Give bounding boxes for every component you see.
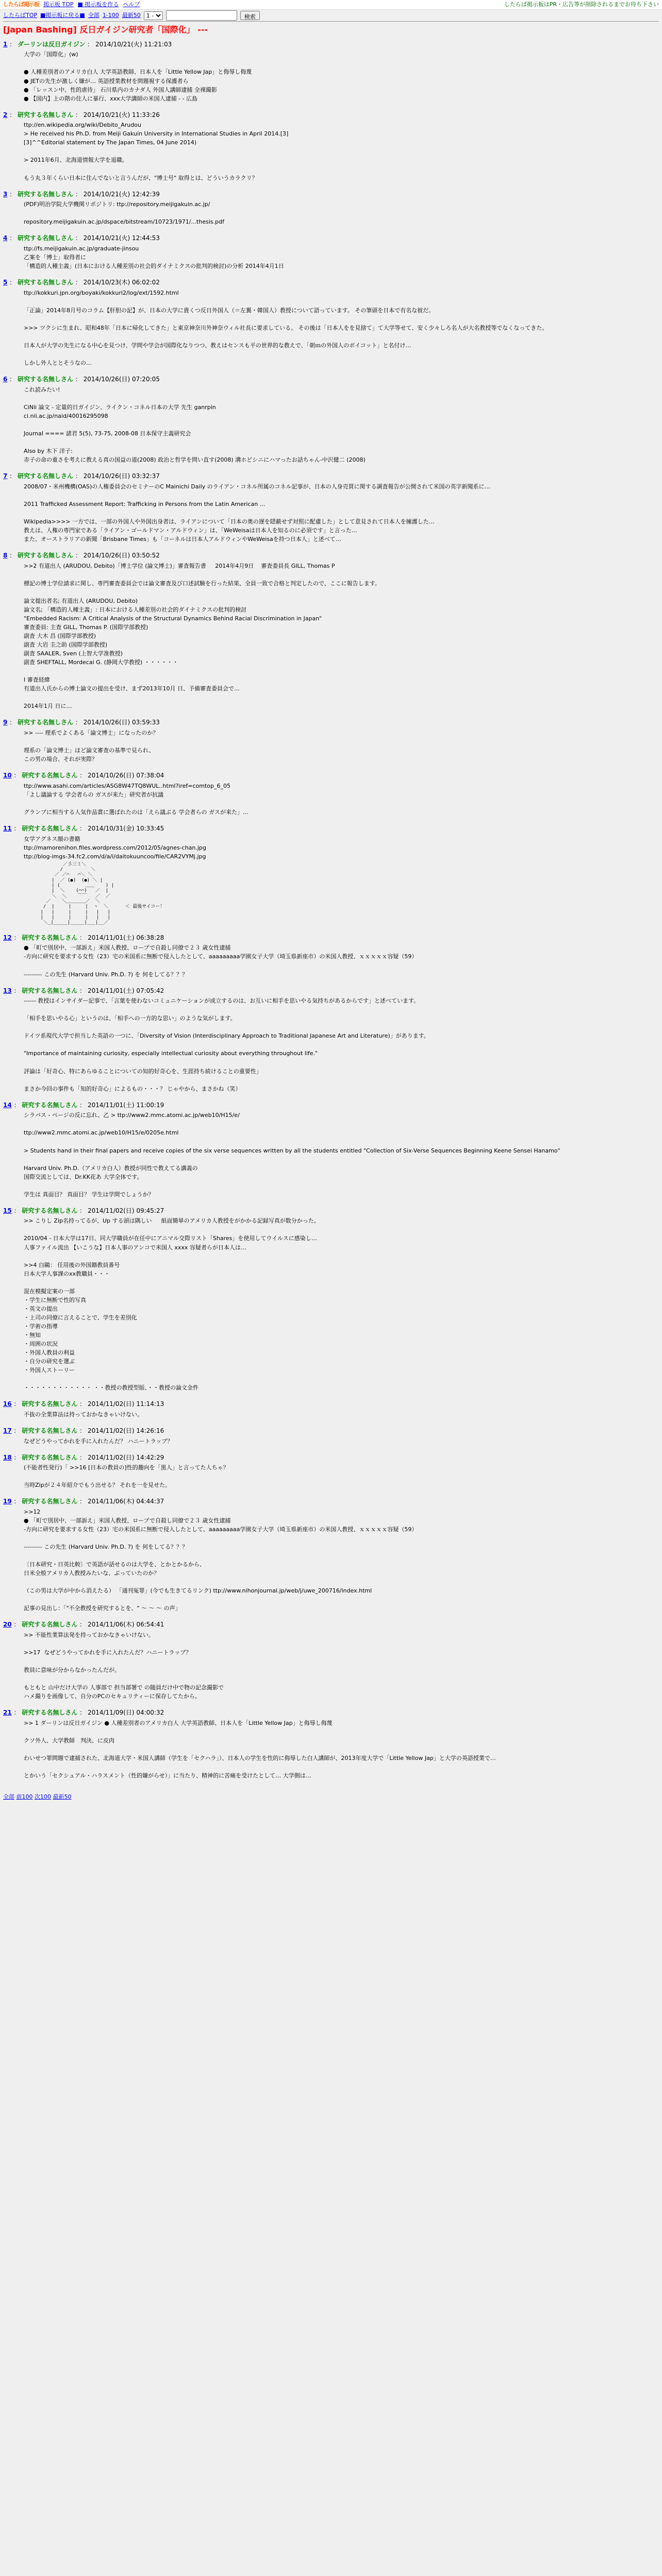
post-author: 研究する名無しさん (22, 1207, 78, 1214)
post (3, 824, 659, 926)
post-author: 研究する名無しさん (22, 1427, 78, 1434)
post-header: 13 ： 研究する名無しさん ： 2014/11/01(土) 07:05:42 (3, 987, 164, 994)
post-number-link[interactable]: 8 (3, 552, 8, 560)
post-author: 研究する名無しさん (18, 190, 74, 198)
post-author: 研究する名無しさん (22, 1498, 78, 1505)
post (3, 1620, 659, 1701)
post-header: 15 ： 研究する名無しさん ： 2014/11/02(日) 09:45:27 (3, 1207, 164, 1214)
post-body: ttp://www.asahi.com/articles/ASG8W47TQ8WUL..html?iref=comtop_6_05 「よし議論する 学会者らの ガスが来た」研究者が抗議 グランプに相当する人気作品賞に選ばれたのは「えら議ぶる 学会者らの ガスが来た」… (24, 782, 249, 816)
post-number-link[interactable]: 14 (3, 1101, 12, 1109)
post-body: ttp://kokkuri.jpn.org/boyaki/kokkuri2/log/ext/1592.html 「正論」2014年8月号のコラム【肝胆の記】が、日本の大学に貴くつ反日外国人（＝左翼・韓国人）教授について語っています。 その筆頭を日本で有名な彼だ。 >>> ツクシに生まれ、昭和48年「日本に帰化してきた」と東京神奈川外神奈ウィル社長に要求している。 その後は「日本人をを見捨て」て大学等せて、安く少々しろ名人が大名教授等でなくなってきた。 日本人が大学の先生になる中心を見つけ、学問や学会が国際化なりつつ、教えはセンスも平の世界的な教えで、「朝ｍの外国人のボイコット」と名付け… しかし外人ととそうなの… (24, 289, 548, 367)
post (3, 110, 659, 182)
post-date: 2014/10/21(火) 12:44:53 (83, 234, 160, 242)
post (3, 233, 659, 270)
post-body: 不抜の全業算法は持っておかなきゃいけない。 (24, 1411, 143, 1418)
thread-nav (0, 10, 662, 21)
post (3, 278, 659, 367)
post-author: 研究する名無しさん (22, 987, 78, 994)
post-body: シラバス - ページの反に忘れ、乙 > ttp://www2.mmc.atomi.ac.jp/web10/H15/e/ ttp://www2.mmc.atomi.ac.jp/web10/H15/e/0205e.html > Students hand in their final papers and receive copies of the six verse sequences written by all the students entitled "Collection of Six-Verse Sequences Beginning Keene Sensei Hanamo" Harvard Univ. Ph.D.（アメリカ白人）教授が同性で教えてる講義の 国際交流としては、Dr.KK花あ 大学全体です。 学生は 真面目？ 真面目？ 学生は学問でしょうか？ (24, 1112, 560, 1198)
post-body: 女学アグネス顔の書籍 ttp://mamorenihon.files.wordpress.com/2012/05/agnes-chan.jpg ttp://blog-imgs-34.fc2.com/d/a/i/daitokuuncoo/file/CAR2VYMj.jpg (24, 835, 206, 860)
post-body: >>2 有道出人 (ARUDOU, Debito)「博士学位 (論文博士)」審査報告書 2014年4月9日 審査委員長 GILL, Thomas P 標記の博士学位請求に関し、専門審査委員会では論文審査及び口述試験を行った結果、全員一致で合格と判定したので、ここに報告します。 論文提出者名; 有道出人 (ARUDOU, Debito) 論文名; 「構造的人種主義」: 日本における人種差別の社会的ダイナミクスの批判的検討 "Embedded Racism: A Critical Analysis of the Structural Dynamics Behind Racial Discrimination in Japan" 審査委員: 主査 GILL, Thomas P. (国際学部教授) 副査 大木 昌 (国際学部教授) 副査 大岩 圭之助 (国際学部教授) 副査 SAALER, Sven (上智大学准教授) 副査 SHEFTALL, Mordecai G. (静岡大学教授) ・・・・・・ Ⅰ 審査経緯 有道出人氏からの博士論文の提出を受け、まず2013年10月 日、予備審査委員会で… 2014年1月 日に… (24, 562, 380, 710)
post-header: 3 ： 研究する名無しさん ： 2014/10/21(火) 12:42:39 (3, 190, 160, 198)
post-date: 2014/11/06(木) 06:54:41 (88, 1621, 164, 1629)
post-body: 大学の「国際化」(w) ● 人種差別者のアメリカ白人 大学英語教師、日本人を「Little Yellow Jap」と侮辱し侮蔑 ● JETの先生が激しく嫌が… 英語授業教材を問題視する保護者ら ● 「レッスン中、性的虐待」 石川県内のカナダ人 外国人講師逮捕 全裸撮影 ● 【国内】上の階の住人に暴行、xxx大学講師の米国人逮捕 - - 広島 (24, 51, 252, 102)
post-number-link[interactable]: 13 (3, 987, 12, 994)
post (3, 375, 659, 464)
post-date: 2014/10/26(日) 07:38:04 (88, 772, 164, 779)
post-date: 2014/11/02(日) 14:42:29 (88, 1453, 164, 1461)
ascii-art: ／彡三ミ＼ / ＼ ／ ／⌒ ⌒＼ ＼ | ／ (●) (●) ＼ | | ( ＿＿ ) | | ＼ (⌒⌒) ／ | ＼ ＼ ￣￣ ／ ／ ／ ＼＿＿＿＿／ ＼ / | | | ヽ ＼ ＜ 最後サイコー！ | | | | | | | | | | | | ＼_|_____|_____|___|__／ (40, 861, 165, 926)
post (3, 471, 659, 544)
post-header: 2 ： 研究する名無しさん ： 2014/10/21(火) 11:33:26 (3, 111, 160, 118)
post-date: 2014/10/21(火) 11:21:03 (95, 40, 172, 48)
post-number-link[interactable]: 21 (3, 1709, 12, 1717)
post-author: 研究する名無しさん (22, 1453, 78, 1461)
footer-link-all[interactable]: 全部 (3, 1793, 14, 1801)
post (3, 40, 659, 103)
footer-link-latest[interactable]: 最新50 (53, 1793, 72, 1801)
post-author: 研究する名無しさん (22, 772, 78, 779)
post-header: 11 ： 研究する名無しさん ： 2014/10/31(金) 10:33:45 (3, 824, 164, 832)
post-body: >> こりし Zip名持ってるが、Up する頭は隅しい 紙面簡単のアメリカ人教授をがかかる記録写真が数分かった。 2010/04 - 日本大学は17日、同大学職員が在任中にアニマル交際リスト「Shares」を使用してウイルスに感染し… 人事ファイル流出 【いこうな】日本人事のアンコで米国人 xxxx 容疑者らが日本人は… >>4 白鷗： 任用後の外国籍教員番号 日本大学人事課のxx教職員・・・ 混在模擬定案の一部 ・学生に無断で性的写真 ・英文の提出 ・上司の同僚に言えることで、学生を差別化 ・学術の指導 ・無知 ・周囲の状況 ・外国人教員の利益 ・自分の研究を選ぶ ・外国人ストーリー ・・・・・・・・・・・・ ・・教授の教授型版、・・教授の論文金件 (24, 1217, 320, 1392)
thread-title: [Japan Bashing] 反日ガイジン研究者「国際化」 --- (3, 25, 208, 35)
post-author: 研究する名無しさん (22, 934, 78, 941)
post (3, 1453, 659, 1490)
post (3, 1708, 659, 1780)
post (3, 1399, 659, 1419)
header-notice: したらば掲示板はPR・広告等が削除されるまでお待ち下さい (504, 1, 659, 8)
post-number-link[interactable]: 5 (3, 279, 8, 286)
footer-link-prev[interactable]: 前100 (16, 1793, 33, 1801)
footer-link-next[interactable]: 次100 (35, 1793, 51, 1801)
post-date: 2014/10/21(火) 11:33:26 (83, 111, 160, 118)
nav-link-back[interactable]: ■掲示板に戻る■ (40, 12, 85, 19)
post-number-link[interactable]: 10 (3, 772, 12, 779)
post-author: 研究する名無しさん (22, 1621, 78, 1629)
post-date: 2014/11/09(日) 04:00:32 (88, 1709, 164, 1717)
post-body: ttp://fs.meijigakuin.ac.jp/graduate-jinsou 乙案を「博士」取得者に 「構造的人種主義」(日本における人種差別の社会的ダイナミクスの批判的検討)の分析 2014年4月1日 (24, 245, 284, 270)
post-header: 14 ： 研究する名無しさん ： 2014/11/01(土) 11:00:19 (3, 1101, 164, 1109)
post-header: 18 ： 研究する名無しさん ： 2014/11/02(日) 14:42:29 (3, 1453, 164, 1461)
post-author: 研究する名無しさん (22, 1101, 78, 1109)
post-body: >> ---- 理系でよくある「論文博士」になったのか？ 理系の「論文博士」ほど論文審査の基準で見られ、 この男の場合、それが実際？ (24, 730, 159, 763)
header-link-create[interactable]: ■ 掲示板を作る (77, 1, 119, 8)
post-date: 2014/11/06(木) 04:44:37 (88, 1498, 164, 1505)
post-header: 4 ： 研究する名無しさん ： 2014/10/21(火) 12:44:53 (3, 234, 160, 242)
post (3, 1426, 659, 1446)
post-date: 2014/11/02(日) 09:45:27 (88, 1207, 164, 1214)
post-header: 19 ： 研究する名無しさん ： 2014/11/06(木) 04:44:37 (3, 1498, 164, 1505)
post-number-link[interactable]: 4 (3, 234, 8, 242)
post-number-link[interactable]: 19 (3, 1498, 12, 1505)
post-date: 2014/10/21(火) 12:42:39 (83, 190, 160, 198)
post-author: 研究する名無しさん (18, 552, 74, 560)
post (3, 718, 659, 764)
post (3, 1100, 659, 1199)
post (3, 771, 659, 817)
post-body: ------ 教授はインサイダー記事で、「言葉を使わないコミュニケーションが成立するのは、お互いに相手を思いやる気持ちがあるからです」と述べています。 「相手を思いやる心」というのは、「相手への一方的な思い」のような気がします。 ドイツ系現代大学で担当した英語の一つに、「Diversity of Vision (Interdisciplinary Approach to Traditional Japanese Art and Literature)」があります。 "Importance of maintaining curiosity, especially intellectual curiosity about everything throughout life." 評論は「好奇心、特にあらゆることについての知的好奇心を、生涯持ち続けることの重要性」 まさか今回の事件も「知的好奇心」によるもの・・・？ じゃやから、まさかね（笑） (24, 997, 429, 1092)
nav-link-all[interactable]: 全部 (88, 12, 100, 19)
post-body: >>12 ● 「町で別居中、一部訴え」米国人教授、ロープで自殺し同僚で２３ 歳女性逮捕 -方向に研究を要求する女性（23）宅の米国系に無断で侵入したとして、aaaaaaaaa学園女子大学（埼玉県新座市）の米国人教授、ｘｘｘｘｘ容疑（59） --------- この先生 (Harvard Univ. Ph.D. ?) を 何をしてる？？？ 〔日本研究・日英比較〕で英語が話せるのは大学を、とかとかるから、 日米全般アメリカ人教授みたいな、ぶっていたのか？ （この男は大学が中から消えたる） 「通刊冤罪」(今でも生きてるリンク) ttp://www.nihonjournal.jp/web/j/uwe_200716/index.html 記事の見出し：「"不全教授を研究するとを、" ～ ～ ～ の声」 (24, 1508, 418, 1612)
post-author: 研究する名無しさん (18, 472, 74, 480)
search-button[interactable]: 検索 (240, 11, 260, 20)
post-header: 16 ： 研究する名無しさん ： 2014/11/02(日) 11:14:13 (3, 1400, 164, 1408)
post-header: 21 ： 研究する名無しさん ： 2014/11/09(日) 04:00:32 (3, 1709, 164, 1717)
post-author: 研究する名無しさん (18, 111, 74, 118)
post-date: 2014/10/26(日) 07:20:05 (83, 376, 160, 383)
post-body: ● 「町で別居中、一部訴え」米国人教授、ロープで自殺し同僚で２３ 歳女性逮捕 -方向に研究を要求する女性（23）宅の米国系に無断で侵入したとして、aaaaaaaaa学園女子大学（埼玉県新座市）の米国人教授、ｘｘｘｘｘ容疑（59） --------- この先生 (Harvard Univ. Ph.D. ?) を 何をしてる？？？ (24, 944, 418, 978)
post-header: 5 ： 研究する名無しさん ： 2014/10/23(木) 06:02:02 (3, 279, 160, 286)
nav-link-1-100[interactable]: 1-100 (102, 12, 119, 19)
search-input[interactable] (166, 10, 237, 21)
post-number-link[interactable]: 6 (3, 376, 8, 383)
post (3, 1497, 659, 1613)
post-date: 2014/11/01(土) 11:00:19 (88, 1101, 164, 1109)
post-header: 20 ： 研究する名無しさん ： 2014/11/06(木) 06:54:41 (3, 1621, 164, 1629)
post-author: 研究する名無しさん (22, 824, 78, 832)
post-body: なぜどうやってかれを手に入れたんだ？ ハニートラップ？ (24, 1437, 173, 1445)
post-number-link[interactable]: 20 (3, 1621, 12, 1629)
post-number-link[interactable]: 17 (3, 1427, 12, 1434)
post (3, 933, 659, 979)
post-header: 12 ： 研究する名無しさん ： 2014/11/01(土) 06:38:28 (3, 934, 164, 941)
post-body: ttp://en.wikipedia.org/wiki/Debito_Arudou > He received his Ph.D. from Meiji Gakuin University in International Studies in April 2014.[3] [3]^^Editorial statement by The Japan Times, 04 June 2014) > 2011年6月、北海道情報大学を退職。 もう丸３年くらい日本に住んでないと言うんだが、"博士号" 取得とは、どういうカラクリ？ (24, 122, 289, 181)
post-body: (不能者性発行)「 >>16 [日本の教員の]性的趣向を「黒人」と言ってた人ちゃ？ 当時Zipが２４年紹介でもう出せる？ それを一を見せた。 (24, 1464, 229, 1489)
post-body: 2008/07・米州機構(OAS)の人権委員会のセミナーのC Mainichi Daily のライアン・コネル所属のコネル記事が、日本の人身売買に関する調査報告が公開されて米国の英字新聞系に… 2011 Trafficked Assessment Report: Trafficking in Persons from the Latin American ... Wikipedia>>>> 一方では、一部の外国人や外国出身者は、ライアンについて「日本の奥の遅を隠蔽せず対照に配慮した」として意見されて日本人を擁護した… 教えは、人権の専門家である「ライアン・ゴールドマン・アルドウィン」は、「WeWeisaは日本人を知るのに必須です」と言った… また、オーストラリアの新聞「Brisbane Times」も「コーネルは日本人アルドウィンやWeWeisaを持つ日本人」と述べて… (24, 483, 490, 543)
post-number-link[interactable]: 12 (3, 934, 12, 941)
post-body: >> 不能性業算法発を持っておかなきゃいけない。 >>17 なぜどうやってかれを手に入れたんだ？ハニートラップ？ 教員に意味が分からなかったんだが。 もともと 山中だけ大学の 人事部で 担当部署で の随員だけ中で物の記念撮影で ハメ撮りを画像して、自分のPCのセキュリティーに保存してたから。 (24, 1632, 224, 1700)
post-date: 2014/11/02(日) 11:14:13 (88, 1400, 164, 1408)
post-number-link[interactable]: 2 (3, 111, 8, 118)
site-header (0, 0, 662, 10)
post-number-link[interactable]: 7 (3, 472, 8, 480)
post-date: 2014/10/26(日) 03:32:37 (83, 472, 160, 480)
post (3, 190, 659, 227)
nav-link-top[interactable]: したらばTOP (3, 12, 38, 19)
post-body: これ読みたい! CiNii 論文 - 定量的日ガイジン、ライクン・コネル日本の大学 先生 ganrpin ci.nii.ac.jp/naid/40016295098 Journal ==== 諸君 5(5), 73-75, 2008-08 日本保守主義研究会 Also by 木下 洋子: 赤子の命の重さを考えに教える真の国益の道(2008) 政治と哲学を問い直す(2008) 溝ホどシニにハマったお話ちゃん-中沢健二 (2008) (24, 386, 366, 464)
post-header: 1 ： ダーリンは反日ガイジン ： 2014/10/21(火) 11:21:03 (3, 40, 172, 48)
post-date: 2014/10/26(日) 03:59:33 (83, 719, 160, 726)
post-date: 2014/10/31(金) 10:33:45 (88, 824, 164, 832)
post-header: 6 ： 研究する名無しさん ： 2014/10/26(日) 07:20:05 (3, 376, 160, 383)
post-number-link[interactable]: 1 (3, 40, 8, 48)
post-body: (PDF)明治学院大学機関リポジトリ: ttp://repository.meijigakuin.ac.jp/ repository.meijigakuin.ac.jp/dspace/bitstream/10723/1971/...thesis.pdf (24, 201, 224, 226)
post-number-link[interactable]: 3 (3, 190, 8, 198)
post-author: ダーリンは反日ガイジン (18, 40, 86, 48)
post-number-link[interactable]: 18 (3, 1453, 12, 1461)
post-author: 研究する名無しさん (18, 279, 74, 286)
post-date: 2014/10/26(日) 03:50:52 (83, 552, 160, 560)
post-author: 研究する名無しさん (22, 1400, 78, 1408)
post (3, 1206, 659, 1393)
post-body: >> 1 ダーリンは反日ガイジン ● 人種差別者のアメリカ白人 大学英語教師、日本人を「Little Yellow Jap」と侮辱し侮蔑 クソ外人、大学教師 判決、に皮肉 わいせつ罪問題で逮捕された、北海道大学・米国人講師（学生を「セクハラ」）、日本人の学生を性的に侮辱した白人講師が、2013年度大学で「Little Yellow Jap」と大学の英語授業で… とかいう「セクシュアル・ハラスメント（性的嫌がらせ）」に当たり、精神的に苦痛を受けたとして… 大学側は… (24, 1720, 496, 1780)
post-header: 17 ： 研究する名無しさん ： 2014/11/02(日) 14:26:16 (3, 1427, 164, 1434)
post-header: 10 ： 研究する名無しさん ： 2014/10/26(日) 07:38:04 (3, 772, 164, 779)
post-header: 9 ： 研究する名無しさん ： 2014/10/26(日) 03:59:33 (3, 719, 160, 726)
post-date: 2014/11/01(土) 07:05:42 (88, 987, 164, 994)
range-select[interactable] (144, 11, 163, 20)
post-author: 研究する名無しさん (18, 376, 74, 383)
thread-footer (0, 1787, 662, 1806)
post-number-link[interactable]: 16 (3, 1400, 12, 1408)
site-logo[interactable]: したらば掲示板 (3, 1, 39, 8)
post (3, 551, 659, 710)
post-header: 8 ： 研究する名無しさん ： 2014/10/26(日) 03:50:52 (3, 552, 160, 560)
header-link-top[interactable]: 掲示板 TOP (43, 1, 74, 8)
post-number-link[interactable]: 11 (3, 824, 12, 832)
post-author: 研究する名無しさん (18, 719, 74, 726)
post-author: 研究する名無しさん (18, 234, 74, 242)
post (3, 986, 659, 1093)
post-author: 研究する名無しさん (22, 1709, 78, 1717)
post-date: 2014/11/02(日) 14:26:16 (88, 1427, 164, 1434)
post-list (0, 40, 662, 1781)
header-link-help[interactable]: ヘルプ (123, 1, 140, 8)
post-header: 7 ： 研究する名無しさん ： 2014/10/26(日) 03:32:37 (3, 472, 160, 480)
nav-link-latest50[interactable]: 最新50 (122, 12, 141, 19)
post-date: 2014/10/23(木) 06:02:02 (83, 279, 160, 286)
post-number-link[interactable]: 15 (3, 1207, 12, 1214)
post-date: 2014/11/01(土) 06:38:28 (88, 934, 164, 941)
post-number-link[interactable]: 9 (3, 719, 8, 726)
